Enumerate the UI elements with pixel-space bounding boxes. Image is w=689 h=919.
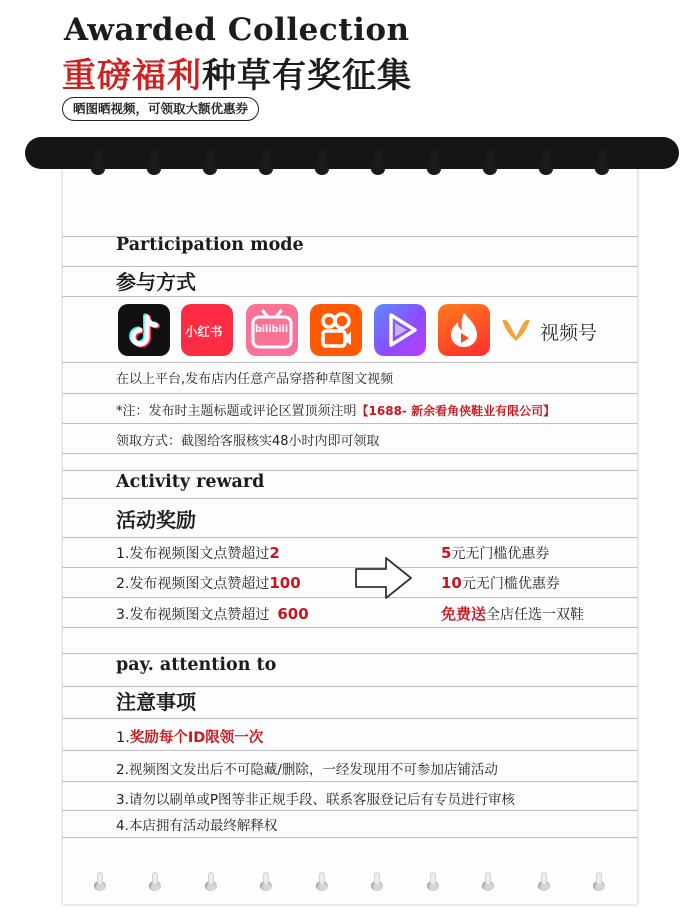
- participation-line-1: 在以上平台,发布店内任意产品穿搭种草图文视频: [116, 372, 394, 387]
- title-chinese: [62, 48, 412, 97]
- binder-ring: [259, 150, 273, 176]
- title-chinese-highlight: 重磅福利: [62, 56, 202, 96]
- participation-title-cn: 参与方式: [116, 270, 196, 294]
- ruled-line: [62, 537, 638, 538]
- participation-title-en: Participation mode: [116, 235, 304, 255]
- reward-title-en: Activity reward: [116, 472, 265, 492]
- ruled-line: [62, 653, 638, 654]
- right-arrow-icon: [355, 556, 413, 600]
- attention-item-1: 1.奖励每个ID限领一次: [116, 730, 264, 746]
- note-prefix: *注：发布时主题标题或评论区置顶须注明: [116, 404, 357, 419]
- ruled-line: [62, 810, 638, 811]
- ruled-line: [62, 567, 638, 568]
- threshold-3: 600: [277, 605, 309, 623]
- ruled-line: [62, 597, 638, 598]
- bottom-ring: [591, 872, 607, 894]
- bottom-ring: [258, 872, 274, 894]
- participation-line-2: [116, 400, 555, 419]
- title-english: Awarded Collection: [64, 12, 410, 48]
- bottom-ring: [203, 872, 219, 894]
- ruled-line: [62, 393, 638, 394]
- bottom-ring: [369, 872, 385, 894]
- bottom-ring: [425, 872, 441, 894]
- participation-line-3: 领取方式：截图给客服核实48小时内即可领取: [116, 434, 380, 449]
- subtitle-pill: 晒图晒视频，可领取大额优惠券: [62, 97, 259, 121]
- video-play-icon: [374, 304, 426, 356]
- ruled-line: [62, 837, 638, 838]
- flame-video-icon: [438, 304, 490, 356]
- attention-item-4: 4.本店拥有活动最终解释权: [116, 818, 278, 834]
- binder-ring: [147, 150, 161, 176]
- binder-ring: [595, 150, 609, 176]
- kuaishou-icon: [310, 304, 362, 356]
- ruled-line: [62, 781, 638, 782]
- ruled-line: [62, 627, 638, 628]
- binder-ring: [483, 150, 497, 176]
- reward-prize-1: 5元无门槛优惠券: [441, 544, 550, 562]
- binder-ring: [315, 150, 329, 176]
- ruled-line: [62, 423, 638, 424]
- threshold-2: 100: [269, 574, 301, 592]
- ruled-line: [62, 718, 638, 719]
- ruled-line: [62, 470, 638, 471]
- bottom-ring: [314, 872, 330, 894]
- binder-ring: [203, 150, 217, 176]
- bottom-ring: [480, 872, 496, 894]
- xiaohongshu-label: 小红书: [185, 324, 223, 339]
- note-company-highlight: 【1688- 新余看角侠鞋业有限公司】: [356, 404, 556, 418]
- title-chinese-rest: 种草有奖征集: [202, 56, 412, 96]
- xiaohongshu-icon: [181, 304, 233, 356]
- reward-condition-3: 3.发布视频图文点赞超过 600: [116, 605, 309, 623]
- attention-item-2: 2.视频图文发出后不可隐藏/删除，一经发现用不可参加店铺活动: [116, 762, 498, 778]
- reward-title-cn: 活动奖励: [116, 508, 196, 532]
- bottom-ring: [147, 872, 163, 894]
- reward-condition-2: 2.发布视频图文点赞超过100: [116, 574, 301, 592]
- bilibili-icon: [246, 304, 298, 356]
- binder-bar: [25, 137, 679, 169]
- reward-condition-1: 1.发布视频图文点赞超过2: [116, 544, 280, 562]
- douyin-icon: [118, 304, 170, 356]
- reward-prize-3: 免费送全店任选一双鞋: [441, 605, 585, 623]
- attention-item-1-highlight: 奖励每个ID限领一次: [129, 730, 264, 746]
- binder-ring: [539, 150, 553, 176]
- wechat-channels-icon: [502, 318, 530, 342]
- reward-prize-2: 10元无门槛优惠券: [441, 574, 560, 592]
- wechat-channels-label: 视频号: [540, 322, 598, 344]
- attention-title-cn: 注意事项: [116, 690, 196, 714]
- ruled-line: [62, 498, 638, 499]
- bilibili-label: bilibili: [255, 324, 289, 335]
- ruled-line: [62, 750, 638, 751]
- binder-ring: [91, 150, 105, 176]
- binder-ring: [427, 150, 441, 176]
- attention-title-en: pay. attention to: [116, 655, 277, 675]
- ruled-line: [62, 296, 638, 297]
- threshold-1: 2: [269, 544, 280, 562]
- ruled-line: [62, 362, 638, 363]
- attention-item-3: 3.请勿以刷单或P图等非正规手段、联系客服登记后有专员进行审核: [116, 792, 516, 808]
- binder-ring: [371, 150, 385, 176]
- ruled-line: [62, 453, 638, 454]
- bottom-ring: [536, 872, 552, 894]
- bottom-ring: [92, 872, 108, 894]
